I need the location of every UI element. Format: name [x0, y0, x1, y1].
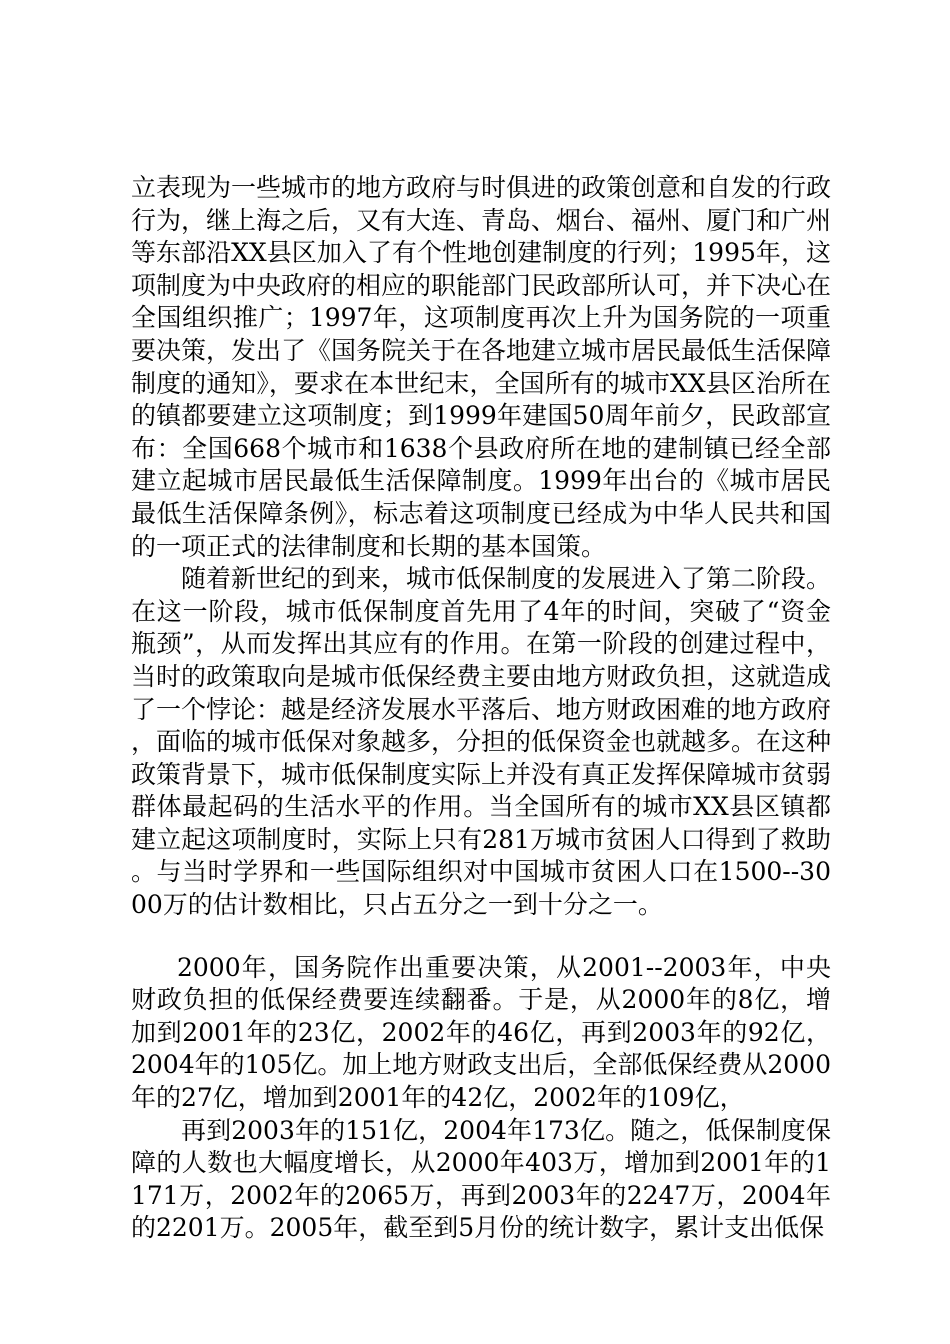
document-body [131, 172, 831, 1245]
paragraph-2: 随着新世纪的到来，城市低保制度的发展进入了第二阶段。在这一阶段，城市低保制度首先用了4年的时间，突破了“资金瓶颈”，从而发挥出其应有的作用。在第一阶段的创建过程中，当时的政策取向是城市低保经费主要由地方财政负担，这就造成了一个悖论：越是经济发展水平落后、地方财政困难的地方政府，面临的城市低保对象越多，分担的低保资金也就越多。在这种政策背景下，城市低保制度实际上并没有真正发挥保障城市贫弱群体最起码的生活水平的作用。当全国所有的城市XX县区镇都建立起这项制度时，实际上只有281万城市贫困人口得到了救助。与当时学界和一些国际组织对中国城市贫困人口在1500--3000万的估计数相比，只占五分之一到十分之一。 [131, 564, 832, 920]
paragraph-4: 再到2003年的151亿，2004年173亿。随之，低保制度保障的人数也大幅度增长，从2000年403万，增加到2001年的1171万，2002年的2065万，再到2003年的2247万，2004年的2201万。2005年，截至到5月份的统计数字，累计支出低保 [131, 1115, 831, 1243]
paragraph-spacer [131, 922, 831, 952]
paragraph-1: 立表现为一些城市的地方政府与时俱进的政策创意和自发的行政行为，继上海之后，又有大连、青岛、烟台、福州、厦门和广州等东部沿XX县区加入了有个性地创建制度的行列；1995年，这项制度为中央政府的相应的职能部门民政部所认可，并下决心在全国组织推广；1997年，这项制度再次上升为国务院的一项重要决策，发出了《国务院关于在各地建立城市居民最低生活保障制度的通知》，要求在本世纪末，全国所有的城市XX县区治所在的镇都要建立这项制度；到1999年建国50周年前夕，民政部宣布：全国668个城市和1638个县政府所在地的建制镇已经全部建立起城市居民最低生活保障制度。1999年出台的《城市居民最低生活保障条例》，标志着这项制度已经成为中华人民共和国的一项正式的法律制度和长期的基本国策。 [131, 173, 832, 561]
paragraph-3: 2000年，国务院作出重要决策，从2001--2003年，中央财政负担的低保经费要连续翻番。于是，从2000年的8亿，增加到2001年的23亿，2002年的46亿，再到2003年的92亿，2004年的105亿。加上地方财政支出后，全部低保经费从2000年的27亿，增加到2001年的42亿，2002年的109亿， [131, 952, 831, 1113]
